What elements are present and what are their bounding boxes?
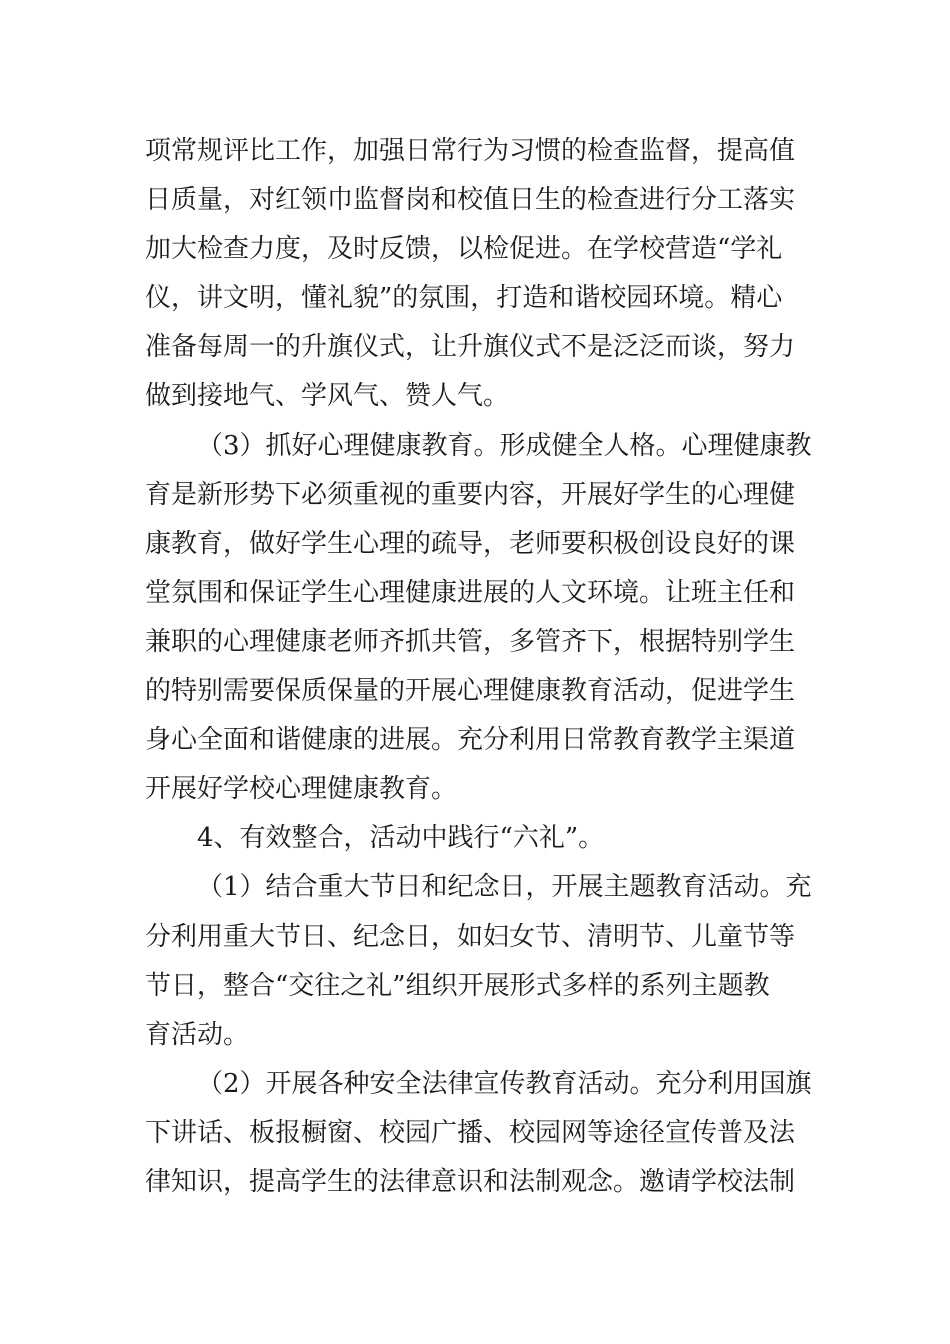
text-line: 分利用重大节日、纪念日，如妇女节、清明节、儿童节等 bbox=[145, 921, 796, 952]
text-line: 节日，整合“交往之礼”组织开展形式多样的系列主题教 bbox=[145, 970, 770, 1001]
text-line: 律知识，提高学生的法律意识和法制观念。邀请学校法制 bbox=[145, 1166, 796, 1197]
text-line: （2）开展各种安全法律宣传教育活动。充分利用国旗 bbox=[197, 1068, 812, 1099]
text-line: 仪，讲文明，懂礼貌”的氛围，打造和谐校园环境。精心 bbox=[145, 283, 783, 314]
text-line: 康教育，做好学生心理的疏导，老师要积极创设良好的课 bbox=[145, 528, 796, 559]
text-line: 日质量，对红领巾监督岗和校值日生的检查进行分工落实 bbox=[145, 185, 796, 216]
text-line: （1）结合重大节日和纪念日，开展主题教育活动。充 bbox=[197, 872, 812, 903]
text-line: 身心全面和谐健康的进展。充分利用日常教育教学主渠道 bbox=[145, 725, 796, 756]
text-line: 育活动。 bbox=[145, 1019, 250, 1050]
text-line: 4、有效整合，活动中践行“六礼”。 bbox=[197, 823, 605, 854]
text-line: 的特别需要保质保量的开展心理健康教育活动，促进学生 bbox=[145, 676, 796, 707]
text-line: 准备每周一的升旗仪式，让升旗仪式不是泛泛而谈，努力 bbox=[145, 332, 796, 363]
body-text bbox=[145, 127, 815, 1207]
text-line: 做到接地气、学风气、赞人气。 bbox=[145, 381, 510, 412]
text-line: 加大检查力度，及时反馈，以检促进。在学校营造“学礼 bbox=[145, 234, 783, 265]
text-line: 项常规评比工作，加强日常行为习惯的检查监督，提高值 bbox=[145, 136, 796, 166]
text-line: 育是新形势下必须重视的重要内容，开展好学生的心理健 bbox=[145, 479, 796, 510]
text-line: 堂氛围和保证学生心理健康进展的人文环境。让班主任和 bbox=[145, 577, 796, 608]
text-line: 兼职的心理健康老师齐抓共管，多管齐下，根据特别学生 bbox=[145, 626, 796, 657]
text-line: 下讲话、板报橱窗、校园广播、校园网等途径宣传普及法 bbox=[145, 1117, 796, 1148]
text-line: （3）抓好心理健康教育。形成健全人格。心理健康教 bbox=[197, 430, 812, 461]
text-line: 开展好学校心理健康教育。 bbox=[145, 774, 458, 805]
